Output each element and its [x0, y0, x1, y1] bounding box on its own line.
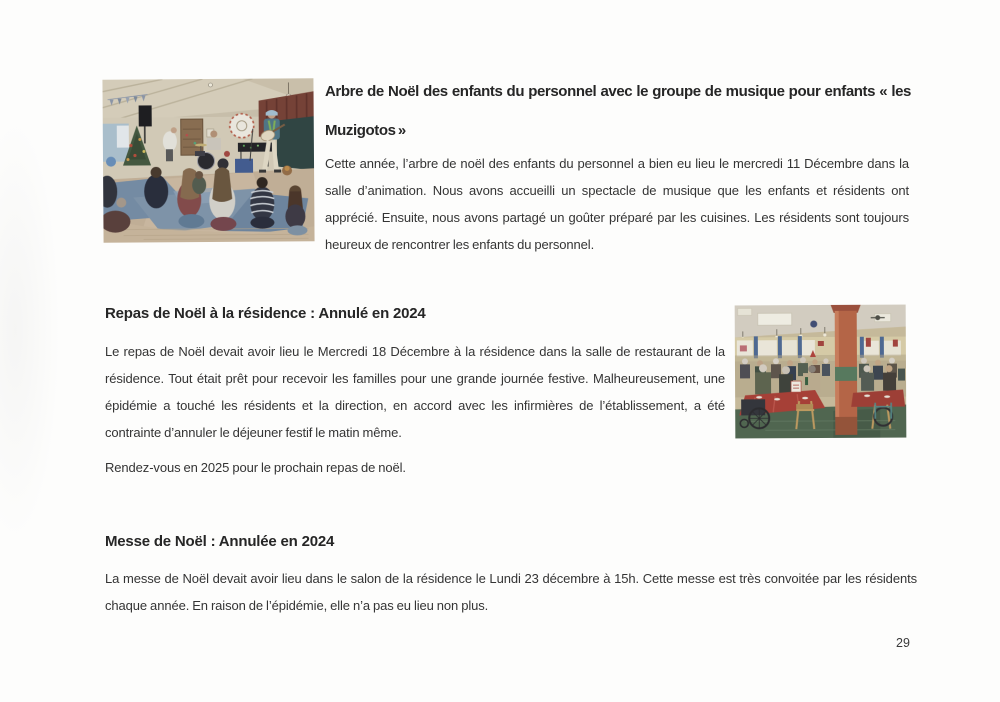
section-heading-messe-de-noel: Messe de Noël : Annulée en 2024: [105, 533, 335, 550]
section-heading-repas-de-noel: Repas de Noël à la résidence : Annulé en 2024: [105, 305, 426, 322]
page-number: 29: [896, 636, 910, 650]
christmas-meal-photo: [735, 305, 907, 439]
section-body-repas-de-noel: Le repas de Noël devait avoir lieu le Mercredi 18 Décembre à la résidence dans la salle de restaurant de la résidence. Tout était prêt pour recevoir les familles pour une grande journée festive. Malheureusement, une épidémie a touché les résidents et la direction, en accord avec les infirmières de l’établissement, a été contrainte d’annuler le déjeuner festif le matin même.: [105, 344, 725, 440]
section-body-messe-de-noel: La messe de Noël devait avoir lieu dans le salon de la résidence le Lundi 23 décembre à 15h. Cette messe est très convoitée par les résidents chaque année. En raison de l’épidémie, elle n’a pas eu lieu non plus.: [105, 571, 917, 613]
section-body-arbre-de-noel: Cette année, l’arbre de noël des enfants du personnel a bien eu lieu le mercredi 11 Décembre dans la salle d’animation. Nous avons accueilli un spectacle de musique que les enfants et résidents ont apprécié. Ensuite, nous avons partagé un goûter préparé par les cuisines. Les résidents sont toujours heureux de rencontrer les enfants du personnel.: [325, 156, 909, 252]
section-footer-rendez-vous: Rendez-vous en 2025 pour le prochain repas de noël.: [105, 460, 406, 475]
meal-photo-illustration: [735, 305, 907, 439]
scan-smudge: [0, 120, 60, 540]
christmas-concert-photo: [102, 78, 314, 242]
section-heading-arbre-de-noel: Arbre de Noël des enfants du personnel avec le groupe de musique pour enfants « les Muzigotos »: [325, 83, 911, 139]
concert-photo-illustration: [102, 78, 314, 242]
